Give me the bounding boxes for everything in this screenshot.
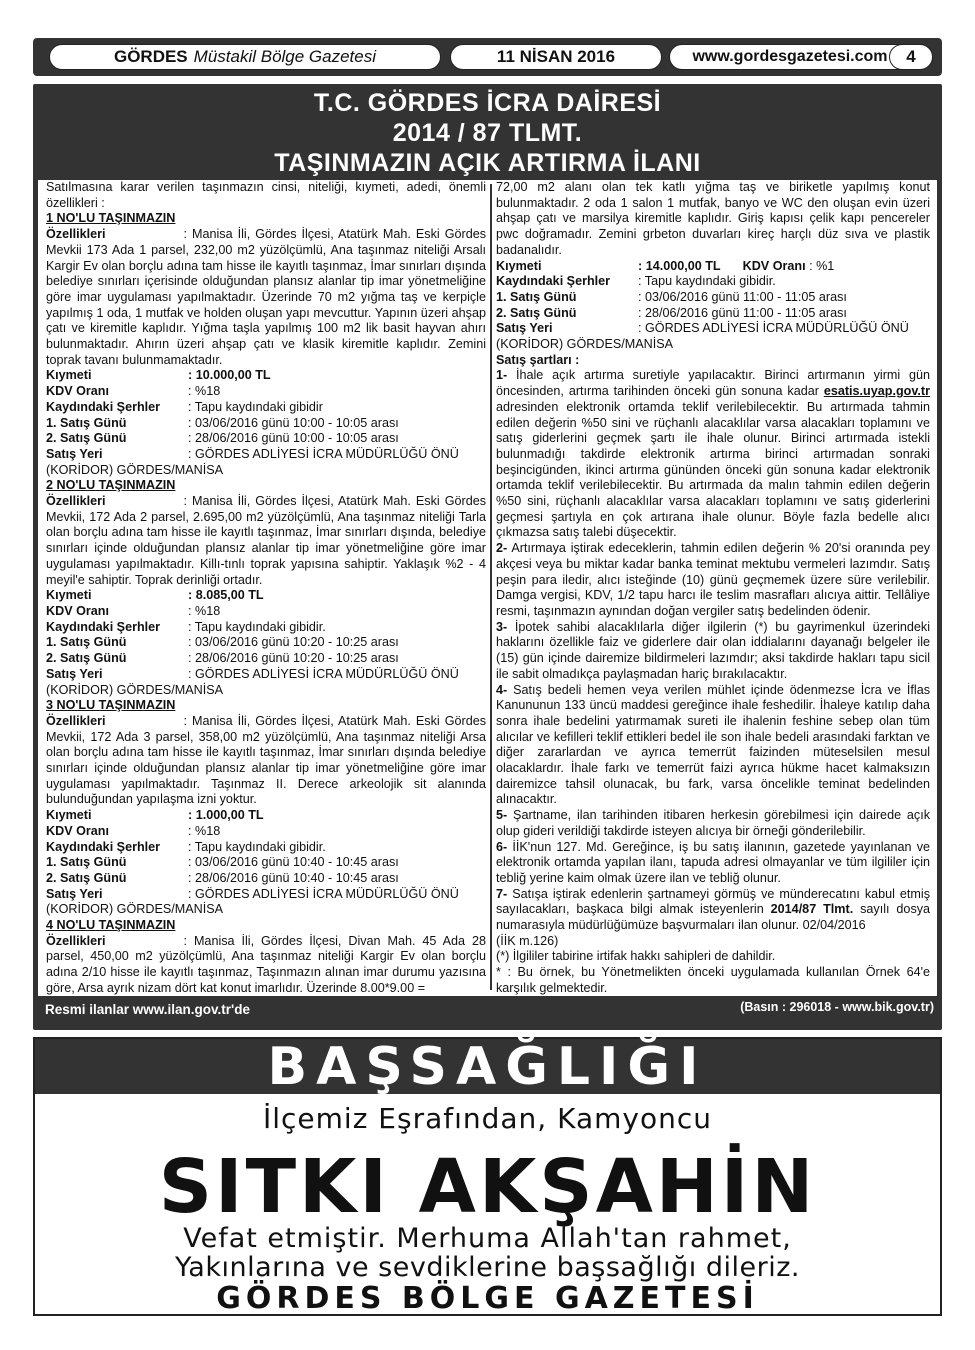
sale2-label: 2. Satış Günü bbox=[46, 870, 127, 885]
property-3-place-row bbox=[46, 887, 486, 903]
property-1-place: : GÖRDES ADLİYESİ İCRA MÜDÜRLÜĞÜ ÖNÜ bbox=[188, 446, 459, 461]
property-4-kdv: : %1 bbox=[809, 258, 835, 273]
notice-title-office: T.C. GÖRDES İCRA DAİRESİ bbox=[313, 89, 662, 117]
term-5 bbox=[496, 808, 930, 839]
condolence-band bbox=[35, 1036, 940, 1097]
value-label: Kıymeti bbox=[46, 588, 92, 603]
kdv-label: KDV Oranı bbox=[46, 603, 109, 618]
term-4-number: 4- bbox=[496, 682, 508, 697]
terms-heading: Satış şartları : bbox=[496, 352, 580, 367]
property-2-features-text: : Manisa İli, Gördes İlçesi, Atatürk Mah. Eski Gördes Mevkii, 172 Ada 2 parsel, 2.695,00 m2 yüzölçümlü, Ana taşınmaz niteliği Tarla olan borçlu adına tam hisse ile kayıtlı taşınmaz, İmar sınırları dışında, belediye sınırları içinde olduğundan plansız alanlar tip imar yönetmeliğine göre imar uygulaması yapılmaktadır. Killı-tınlı toprak yapısına sahiptir. Yaklaşık %2 - 4 meyil'e sahiptir. Toprak derinliği ortadır. bbox=[46, 494, 486, 587]
term-1-number: 1- bbox=[496, 368, 508, 383]
term-7-text-a: Satışa iştirak edenlerin şartnameyi görmüş ve münderecatını kabul etmiş sayılacakları, başkaca bilgi almak isteyenlerin bbox=[496, 886, 931, 917]
property-4-features bbox=[46, 934, 486, 997]
sale2-label: 2. Satış Günü bbox=[46, 431, 127, 446]
kdv-label: KDV Oranı bbox=[46, 823, 109, 838]
property-4-value-row bbox=[496, 259, 930, 275]
records-label: Kaydındaki Şerhler bbox=[496, 274, 611, 289]
term-7 bbox=[496, 887, 930, 934]
value-label: Kıymeti bbox=[496, 258, 542, 273]
term-3-text: İpotek sahibi alacaklılarla diğer ilgilerin (*) bu gayrimenkul üzerindeki haklarını özellikle faiz ve giderlere dair olan iddialarını dayanağı belgeler ile (15) gün içinde dairemize bildirmeleri lazımdır; aksi takdirde hakları tapu sicil ile sabit olmadıkça paylaşmadan hariç bırakılacaktır. bbox=[496, 619, 930, 681]
property-3-place: : GÖRDES ADLİYESİ İCRA MÜDÜRLÜĞÜ ÖNÜ bbox=[188, 886, 459, 901]
property-2-kdv: : %18 bbox=[188, 603, 221, 618]
property-1-kdv: : %18 bbox=[188, 384, 221, 399]
place-label: Satış Yeri bbox=[46, 666, 103, 681]
notice-title-file: 2014 / 87 TLMT. bbox=[392, 119, 583, 147]
condolence-ad bbox=[33, 1037, 942, 1316]
sale1-label: 1. Satış Günü bbox=[46, 855, 127, 870]
notice-title bbox=[33, 88, 942, 178]
footnote-1: (*) İlgililer tabirine irtifak hakkı sahipleri de dahildir. bbox=[496, 949, 776, 964]
property-4-features-cont: 72,00 m2 alanı olan tek katlı yığma taş ve biriketle yapılmış konut bulunmaktadır. 2 oda 1 salon 1 mutfak, banyo ve WC den oluşan evin üzeri ahşap çatı ve marsilya kiremitle kaplıdır. Giriş kapısı çelik kapı pencereler pwc doğramadır. Zemini grbeton duvarları kireç harçlı düz sıva ve plastik badanalıdır. bbox=[496, 180, 930, 257]
sale2-label: 2. Satış Günü bbox=[496, 305, 577, 320]
property-1-value-row bbox=[46, 368, 486, 384]
term-4-text: Satış bedeli hemen veya verilen mühlet içinde ödenmezse İcra ve İflas Kanununun 133 üncü maddesi gereğince ihale feshedilir. İhaleye katılıp daha sonra ihale bedelini yatırmamak sureti ile ihalenin feshine sebep olan tüm alıcılar ve kefilleri teklif ettikleri bedel ile son ihale bedeli arasındaki farktan ve diğer zararlardan ve ayrıca temerrüt faizinden müteselsilen mesul olacaklardır. İhale farkı ve temerrüt faizi ayrıca hükme hacet kalmaksızın dairemizce tahsil olunacak, bu fark, varsa öncelikle teminat bedelinden alınacaktır. bbox=[496, 682, 930, 807]
property-4-sale1: : 03/06/2016 günü 11:00 - 11:05 arası bbox=[638, 289, 847, 304]
notice-footer-right: (Basın : 296018 - www.bik.gov.tr) bbox=[740, 1000, 934, 1014]
newspaper-name-bold: GÖRDES bbox=[113, 47, 188, 66]
website-link[interactable]: www.gordesgazetesi.com bbox=[669, 44, 911, 70]
property-4-sale2: : 28/06/2016 günü 11:00 - 11:05 arası bbox=[638, 305, 847, 320]
term-7-text-b: sayılı dosya numarasıyla müdürlüğümüze başvurmaları ilan olunur. 02/04/2016 bbox=[496, 902, 931, 933]
property-3-sale1: : 03/06/2016 günü 10:40 - 10:45 arası bbox=[188, 855, 399, 870]
property-3-features bbox=[46, 714, 486, 808]
kdv-label: KDV Oranı bbox=[46, 384, 109, 399]
property-4-heading: 4 NO'LU TAŞINMAZIN bbox=[46, 918, 176, 933]
property-4-sale1-row bbox=[496, 290, 930, 306]
term-3-number: 3- bbox=[496, 619, 508, 634]
condolence-message-2: Yakınlarına ve sevdiklerine başsağlığı dileriz. bbox=[175, 1252, 800, 1283]
term-6 bbox=[496, 840, 930, 887]
property-1-value: : 10.000,00 TL bbox=[188, 368, 271, 383]
page-number: 4 bbox=[889, 44, 933, 70]
property-3-sale2-row bbox=[46, 871, 486, 887]
property-1-sale1-row bbox=[46, 416, 486, 432]
footnote-2: * : Bu örnek, bu Yönetmelikten önceki uygulamada kullanılan Örnek 64'e karşılık gelmektedir. bbox=[496, 965, 930, 995]
records-label: Kaydındaki Şerhler bbox=[46, 839, 161, 854]
property-3-sale1-row bbox=[46, 855, 486, 871]
property-2-records: : Tapu kaydındaki gibidir. bbox=[188, 619, 326, 634]
term-2-text: Artırmaya iştirak edeceklerin, tahmin edilen değerin % 20'si oranında pey akçesi veya bu miktar kadar banka teminat mektubu vermeleri lazımdır. Satış peşin para iledir, alıcı isteğinde (10) günü geçmemek üzere süre verilebilir. Damga vergisi, KDV, 1/2 tapu harcı ile teslim masrafları alıcıya aittir. Tellâliye resmi, taşınmazın aynından doğan vergiler satış bedelinden ödenir. bbox=[496, 541, 930, 618]
property-1-features bbox=[46, 227, 486, 368]
notice-footer-left: Resmi ilanlar www.ilan.gov.tr'de bbox=[45, 1002, 251, 1017]
property-1-place-row bbox=[46, 447, 486, 463]
sale2-label: 2. Satış Günü bbox=[46, 651, 127, 666]
newspaper-name bbox=[49, 44, 441, 70]
property-3-features-text: : Manisa İli, Gördes İlçesi, Atatürk Mah. Eski Gördes Mevkii, 172 Ada 3 parsel, 358,00 m2 yüzölçümlü, Ana taşınmaz niteliği Arsa olan borçlu adına tam hisse ile kayıtlı taşınmaz, İmar sınırları dışında belediye sınırları içinde olduğundan plansız alanlar tip imar yönetmeliğine göre imar uygulaması yapılmaktadır. Taşınmaz II. Derece arkeolojik sit alanında bulunduğundan yapılaşma izni yoktur. bbox=[46, 713, 486, 807]
records-label: Kaydındaki Şerhler bbox=[46, 619, 161, 634]
records-label: Kaydındaki Şerhler bbox=[46, 399, 161, 414]
term-6-text: İİK'nun 127. Md. Gereğince, iş bu satış ilanının, gazetede yayınlanan ve elektronik ortamda yapılan ilanı, tapuda adresi olmayanlar ve tüm ilgililer için tebliğ yerine kaim olmak üzere ilan ve tebliğ olunur. bbox=[496, 839, 930, 885]
property-3-records-row bbox=[46, 840, 486, 856]
file-number: 2014/87 Tlmt. bbox=[770, 902, 854, 917]
term-6-number: 6- bbox=[496, 839, 508, 854]
sale1-label: 1. Satış Günü bbox=[496, 289, 577, 304]
value-label: Kıymeti bbox=[46, 808, 92, 823]
property-1-sale1: : 03/06/2016 günü 10:00 - 10:05 arası bbox=[188, 415, 399, 430]
property-3-kdv-row bbox=[46, 824, 486, 840]
term-1-text-a: İhale açık artırma suretiyle yapılacaktır. Birinci artırmanın yirmi gün öncesinden, artırma tarihinden önceki gün sonuna kadar bbox=[496, 368, 930, 399]
property-2-place-cont: (KORİDOR) GÖRDES/MANİSA bbox=[46, 682, 224, 697]
law-reference: (İİK m.126) bbox=[496, 933, 559, 948]
notice-left-column bbox=[46, 180, 486, 996]
masthead-strip bbox=[33, 38, 942, 76]
column-divider bbox=[490, 184, 492, 990]
issue-date: 11 NİSAN 2016 bbox=[450, 44, 662, 70]
value-label: Kıymeti bbox=[46, 368, 92, 383]
features-label: Özellikleri bbox=[46, 227, 106, 242]
property-2-sale2: : 28/06/2016 günü 10:20 - 10:25 arası bbox=[188, 651, 399, 666]
property-1-kdv-row bbox=[46, 384, 486, 400]
property-1-heading: 1 NO'LU TAŞINMAZIN bbox=[46, 211, 176, 226]
property-3-kdv: : %18 bbox=[188, 823, 221, 838]
property-2-sale2-row bbox=[46, 651, 486, 667]
auction-notice bbox=[33, 84, 942, 1030]
property-4-value: : 14.000,00 TL bbox=[638, 258, 721, 273]
term-4 bbox=[496, 683, 930, 809]
place-label: Satış Yeri bbox=[46, 446, 103, 461]
property-3-value: : 1.000,00 TL bbox=[188, 808, 264, 823]
features-label: Özellikleri bbox=[46, 713, 106, 728]
features-label: Özellikleri bbox=[46, 933, 106, 948]
sale1-label: 1. Satış Günü bbox=[46, 635, 127, 650]
term-7-number: 7- bbox=[496, 886, 508, 901]
notice-right-column bbox=[496, 180, 930, 996]
property-2-heading: 2 NO'LU TAŞINMAZIN bbox=[46, 478, 176, 493]
notice-body bbox=[38, 180, 937, 996]
property-4-kdv-label: KDV Oranı bbox=[742, 258, 806, 273]
esatis-link[interactable]: esatis.uyap.gov.tr bbox=[823, 384, 930, 399]
term-5-text: Şartname, ilan tarihinden itibaren herkesin görebilmesi için dairede açık olup gideri verildiği takdirde isteyen alıcıya bir örneği gönderilebilir. bbox=[496, 808, 930, 838]
features-label: Özellikleri bbox=[46, 494, 106, 509]
condolence-intro: İlçemiz Eşrafından, Kamyoncu bbox=[262, 1102, 712, 1135]
property-4-records-row bbox=[496, 274, 930, 290]
term-1-text-b: adresinden elektronik ortamda teklif verilebilecektir. Bu artırmada tahmin edilen değerin %50 sini ve rüçhanlı alacaklılar varsa alacakları toplamını ve satış giderlerini geçmek şartı ile ihale olunur. Birinci artırmada istekli bulunmadığı takdirde elektronik artırma birinci artırmadan sonraki beşincigünden, ikinci artırma gününden önceki gün sonuna kadar elektronik ortamda teklif verilebilecektir. Bu artırmada da malın tahmin edilen değerin %50 sini, rüçhanlı alacaklılar varsa alacakları toplamını ve satış giderlerini geçmesi şartıyla en çok artırana ihale olunur. Böyle fazla bedelle alıcı çıkmazsa satış talebi düşecektir. bbox=[496, 399, 930, 540]
property-2-place-row bbox=[46, 667, 486, 683]
term-2-number: 2- bbox=[496, 541, 508, 556]
property-1-records: : Tapu kaydındaki gibidir bbox=[188, 399, 323, 414]
property-3-place-cont: (KORİDOR) GÖRDES/MANİSA bbox=[46, 902, 224, 917]
place-label: Satış Yeri bbox=[496, 321, 553, 336]
property-4-records: : Tapu kaydındaki gibidir. bbox=[638, 274, 776, 289]
term-2 bbox=[496, 541, 930, 620]
property-3-sale2: : 28/06/2016 günü 10:40 - 10:45 arası bbox=[188, 870, 399, 885]
property-1-records-row bbox=[46, 400, 486, 416]
property-1-place-cont: (KORİDOR) GÖRDES/MANİSA bbox=[46, 462, 224, 477]
property-3-heading: 3 NO'LU TAŞINMAZIN bbox=[46, 698, 176, 713]
term-1 bbox=[496, 368, 930, 541]
notice-title-type: TAŞINMAZIN AÇIK ARTIRMA İLANI bbox=[274, 149, 701, 177]
property-1-sale2: : 28/06/2016 günü 10:00 - 10:05 arası bbox=[188, 431, 399, 446]
place-label: Satış Yeri bbox=[46, 886, 103, 901]
property-2-sale1-row bbox=[46, 635, 486, 651]
sale1-label: 1. Satış Günü bbox=[46, 415, 127, 430]
property-1-features-text: : Manisa İli, Gördes İlçesi, Atatürk Mah. Eski Gördes Mevkii 173 Ada 1 parsel, 232,00 m2 yüzölçümlü, Ana taşınmaz niteliği Arsalı Kargir Ev olan borçlu adına tam hisse ile kayıtlı taşınmaz, İmar sınırları dışında belediye sınırları içerisinde olduğundan plansız alanlar tip imar yönetmeliğine göre imar uygulaması yapılmaktadır. Üzerinde 70 m2 yığma taş ve kerpiçle yapılmış 1 oda, 1 mutfak ve holden oluşan yapı mevcuttur. Yapının üzeri ahşap çatı ve kiremitle kaplıdır. Yığma taşla yapılmış 100 m2 lik basit hayvan ahırı bulunmaktadır. Ahırın üzeri ahşap çatı ve klasik kiremitle kaplıdır. Zemini toprak tavanı bulunmamaktadır. bbox=[46, 227, 486, 367]
property-4-place-row bbox=[496, 321, 930, 337]
newspaper-name-italic: Müstakil Bölge Gazetesi bbox=[193, 47, 377, 66]
property-3-value-row bbox=[46, 808, 486, 824]
deceased-name: SITKI AKŞAHİN bbox=[158, 1144, 817, 1230]
property-2-sale1: : 03/06/2016 günü 10:20 - 10:25 arası bbox=[188, 635, 399, 650]
property-2-kdv-row bbox=[46, 604, 486, 620]
condolence-signature: GÖRDES BÖLGE GAZETESİ bbox=[216, 1281, 759, 1316]
property-2-value-row bbox=[46, 588, 486, 604]
notice-intro: Satılmasına karar verilen taşınmazın cinsi, niteliği, kıymeti, adedi, önemli özellikleri : bbox=[46, 180, 486, 210]
property-4-features-text: : Manisa İli, Gördes İlçesi, Divan Mah. 45 Ada 28 parsel, 450,00 m2 yüzölçümlü, Ana taşınmaz niteliği Kargir Ev olan borçlu adına 2/10 hisse ile kayıtlı taşınmaz, Taşınmazın alınan imar durumu yazısına göre, Arsa ayrık nizam dört kat konut imarlıdır. Üzerinde 8.00*9.00 = bbox=[46, 933, 486, 995]
property-2-records-row bbox=[46, 620, 486, 636]
property-2-value: : 8.085,00 TL bbox=[188, 588, 264, 603]
property-3-records: : Tapu kaydındaki gibidir. bbox=[188, 839, 326, 854]
condolence-message-1: Vefat etmiştir. Merhuma Allah'tan rahmet, bbox=[183, 1223, 792, 1254]
property-4-place-cont: (KORİDOR) GÖRDES/MANİSA bbox=[496, 337, 674, 352]
condolence-title: BAŞSAĞLIĞI bbox=[267, 1036, 708, 1097]
property-4-sale2-row bbox=[496, 306, 930, 322]
property-2-place: : GÖRDES ADLİYESİ İCRA MÜDÜRLÜĞÜ ÖNÜ bbox=[188, 666, 459, 681]
property-1-sale2-row bbox=[46, 431, 486, 447]
term-3 bbox=[496, 620, 930, 683]
property-4-place: : GÖRDES ADLİYESİ İCRA MÜDÜRLÜĞÜ ÖNÜ bbox=[638, 321, 909, 336]
term-5-number: 5- bbox=[496, 808, 508, 823]
property-2-features bbox=[46, 494, 486, 588]
